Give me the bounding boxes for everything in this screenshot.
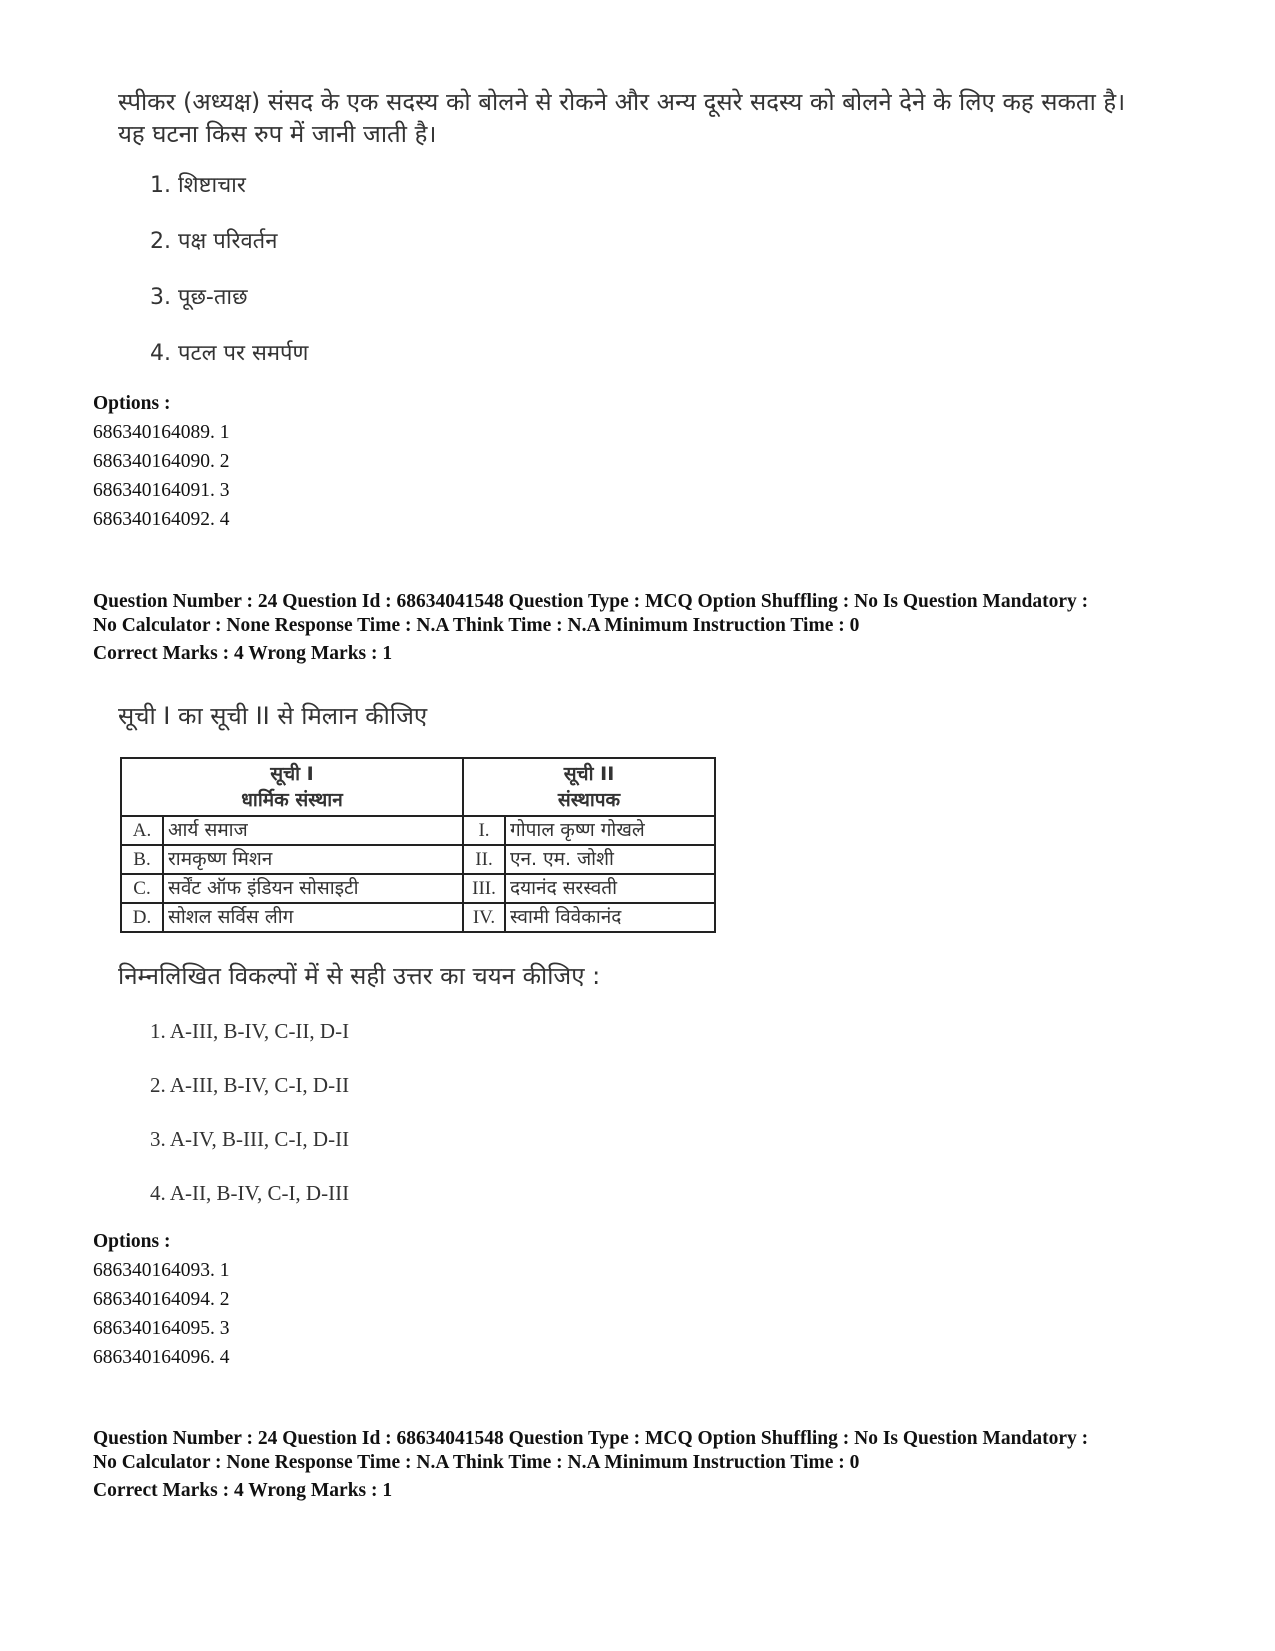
option-id: 686340164089. 1	[93, 422, 230, 443]
option-id: 686340164096. 4	[93, 1347, 230, 1368]
header-text: सूची I	[270, 763, 314, 785]
table-cell: एन. एम. जोशी	[505, 845, 715, 874]
question-text	[118, 86, 1218, 150]
options-title: Options :	[93, 393, 171, 414]
table-row	[121, 874, 715, 903]
table-row	[121, 845, 715, 874]
table-cell: स्वामी विवेकानंद	[505, 903, 715, 932]
table-cell: A.	[121, 816, 163, 845]
question-meta	[93, 590, 1253, 666]
question-meta	[93, 1427, 1253, 1503]
table-cell: II.	[463, 845, 505, 874]
table-cell: C.	[121, 874, 163, 903]
options-list	[93, 1227, 230, 1372]
meta-line: Question Number : 24 Question Id : 68634041548 Question Type : MCQ Option Shuffling : No Is Question Mandatory :	[93, 591, 1089, 612]
table-cell: सोशल सर्विस लीग	[163, 903, 463, 932]
meta-line: No Calculator : None Response Time : N.A Think Time : N.A Minimum Instruction Time : 0	[93, 615, 860, 636]
table-cell: रामकृष्ण मिशन	[163, 845, 463, 874]
table-cell: दयानंद सरस्वती	[505, 874, 715, 903]
match-table	[120, 757, 716, 933]
table-cell: B.	[121, 845, 163, 874]
option-id: 686340164093. 1	[93, 1260, 230, 1281]
choice-item: 1. शिष्टाचार	[150, 173, 246, 198]
option-id: 686340164090. 2	[93, 451, 230, 472]
question-instruction: निम्नलिखित विकल्पों में से सही उत्तर का चयन कीजिए :	[118, 962, 601, 990]
table-row	[121, 903, 715, 932]
choice-item: 2. पक्ष परिवर्तन	[150, 229, 278, 254]
choice-item: 3. A-IV, B-III, C-I, D-II	[150, 1127, 350, 1151]
table-cell: IV.	[463, 903, 505, 932]
table-header-row	[121, 758, 715, 816]
choice-item: 3. पूछ-ताछ	[150, 285, 248, 310]
options-title: Options :	[93, 1231, 171, 1252]
option-id: 686340164094. 2	[93, 1289, 230, 1310]
question-text-line: यह घटना किस रुप में जानी जाती है।	[118, 120, 437, 148]
option-id: 686340164092. 4	[93, 509, 230, 530]
table-cell: सर्वेंट ऑफ इंडियन सोसाइटी	[163, 874, 463, 903]
table-header-list2	[463, 758, 715, 816]
table-cell: गोपाल कृष्ण गोखले	[505, 816, 715, 845]
header-text: सूची II	[563, 763, 615, 785]
choice-item: 1. A-III, B-IV, C-II, D-I	[150, 1019, 350, 1043]
choice-item: 4. पटल पर समर्पण	[150, 341, 309, 366]
table-cell: III.	[463, 874, 505, 903]
table-cell: आर्य समाज	[163, 816, 463, 845]
header-text: संस्थापक	[557, 789, 621, 811]
table-header-list1	[121, 758, 463, 816]
meta-line: Correct Marks : 4 Wrong Marks : 1	[93, 643, 393, 664]
meta-line: No Calculator : None Response Time : N.A Think Time : N.A Minimum Instruction Time : 0	[93, 1452, 860, 1473]
table-row	[121, 816, 715, 845]
option-id: 686340164091. 3	[93, 480, 230, 501]
question-prompt: सूची I का सूची II से मिलान कीजिए	[118, 702, 428, 730]
question-text-line: स्पीकर (अध्यक्ष) संसद के एक सदस्य को बोलने से रोकने और अन्य दूसरे सदस्य को बोलने देने के लिए कह सकता है।	[118, 88, 1126, 116]
options-list	[93, 389, 230, 534]
header-text: धार्मिक संस्थान	[241, 789, 343, 811]
choice-item: 4. A-II, B-IV, C-I, D-III	[150, 1181, 350, 1205]
table-cell: I.	[463, 816, 505, 845]
choice-item: 2. A-III, B-IV, C-I, D-II	[150, 1073, 350, 1097]
option-id: 686340164095. 3	[93, 1318, 230, 1339]
table-cell: D.	[121, 903, 163, 932]
meta-line: Question Number : 24 Question Id : 68634041548 Question Type : MCQ Option Shuffling : No Is Question Mandatory :	[93, 1428, 1089, 1449]
meta-line: Correct Marks : 4 Wrong Marks : 1	[93, 1480, 393, 1501]
